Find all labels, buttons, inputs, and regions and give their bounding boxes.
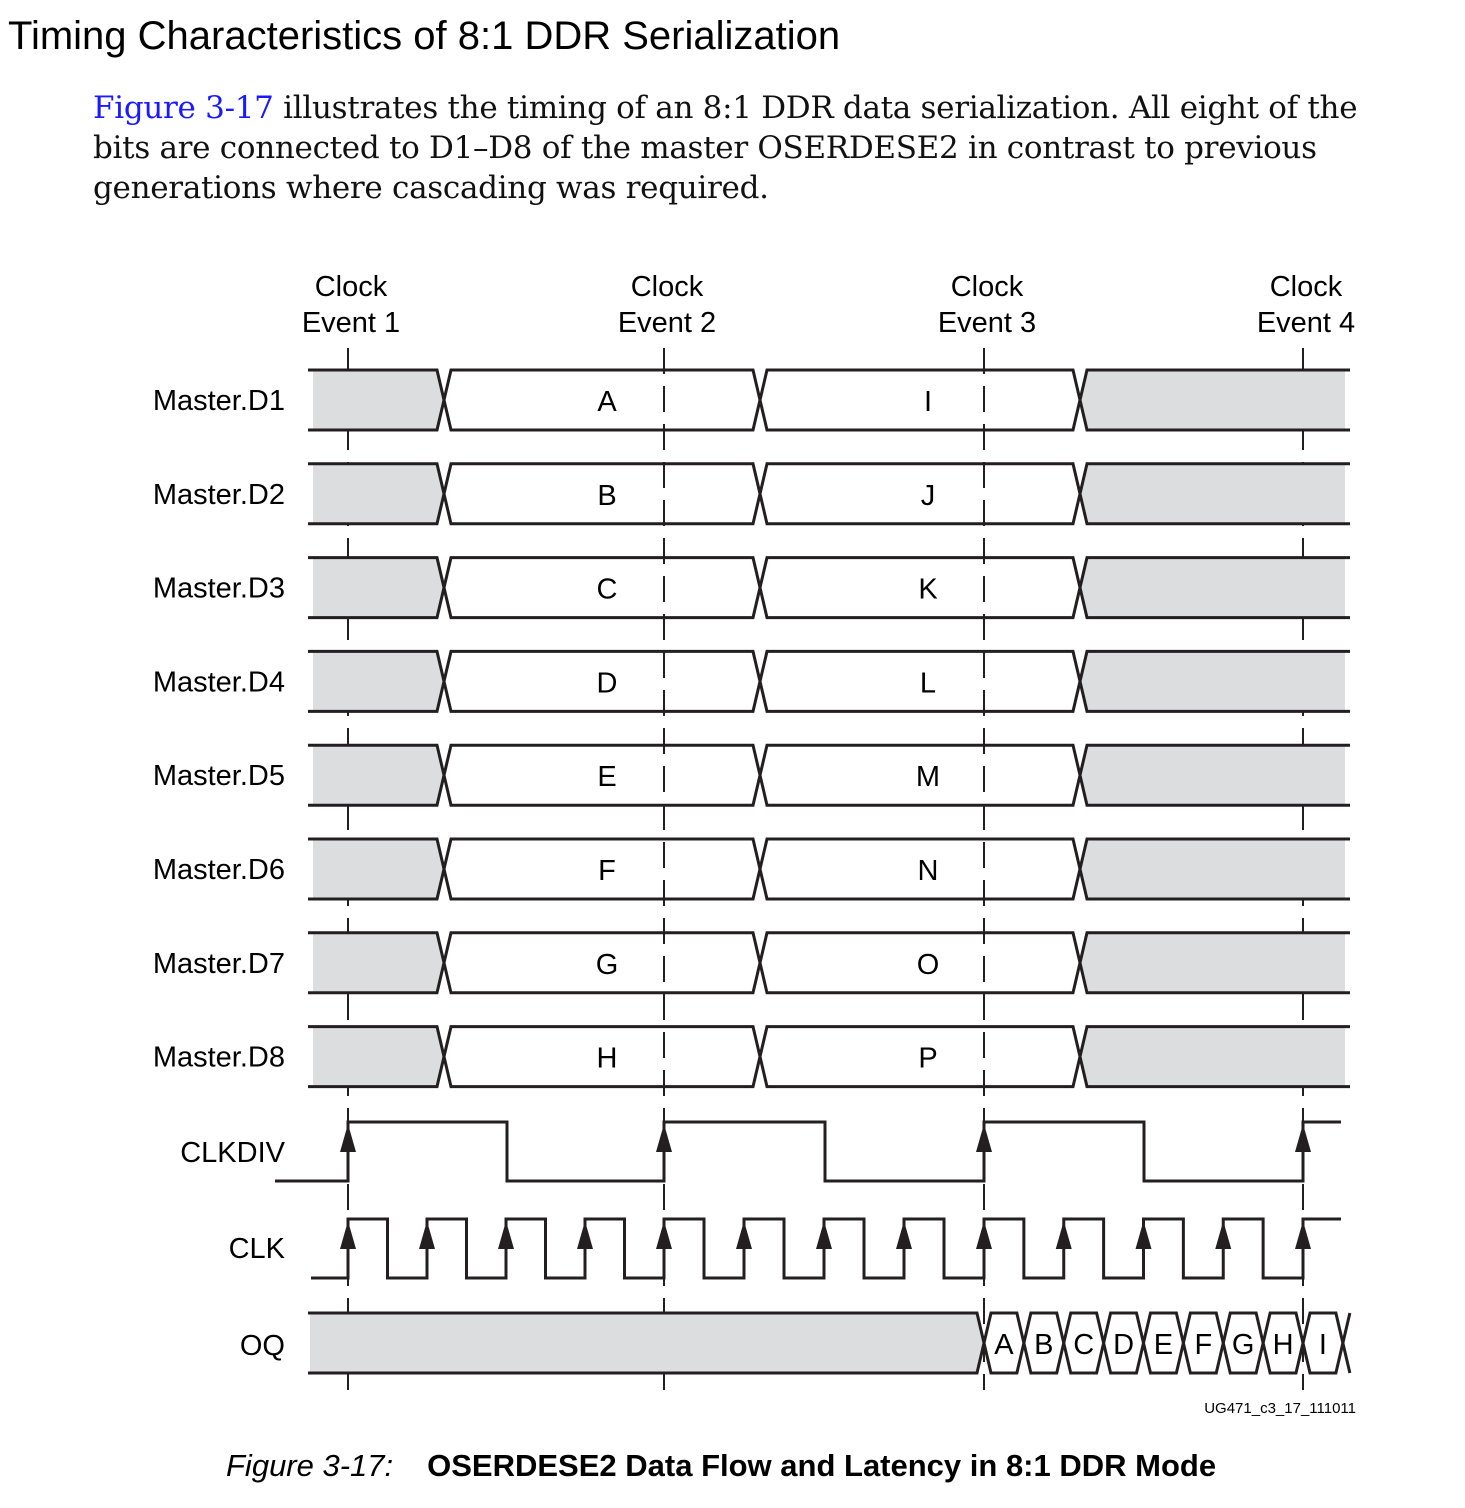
clock-event-label: Event 2 [617,307,717,339]
data-value: L [919,667,937,700]
data-value: G [595,948,619,981]
figure-caption [226,1448,1216,1484]
clock-event-label: Event 3 [937,307,1037,339]
row-label: Master.D8 [152,1041,285,1074]
rising-edge-arrow-icon [896,1221,912,1249]
oq-label: OQ [239,1330,285,1362]
data-value: N [917,855,939,887]
oq-bit-value: B [1034,1329,1054,1361]
data-value: A [597,386,617,418]
oq-bit-value: G [1231,1329,1255,1361]
rising-edge-arrow-icon [1215,1221,1231,1249]
rising-edge-arrow-icon [419,1221,435,1249]
rising-edge-arrow-icon [1295,1124,1311,1152]
clock-event-label: Clock [1269,271,1343,303]
oq-bit-value: A [994,1329,1014,1361]
row-label: Master.D3 [152,572,285,605]
rising-edge-arrow-icon [340,1124,356,1152]
undefined-region [313,839,444,899]
undefined-region [313,1027,444,1087]
data-value: C [596,573,618,606]
rising-edge-arrow-icon [736,1221,752,1249]
undefined-region [310,1313,984,1373]
undefined-region [1080,558,1345,618]
undefined-region [313,651,444,711]
undefined-region [1080,464,1345,524]
rising-edge-arrow-icon [656,1124,672,1152]
clk-label: CLK [228,1233,285,1265]
oq-bit-value: H [1272,1329,1294,1361]
rising-edge-arrow-icon [498,1221,514,1249]
row-label: Master.D5 [152,760,285,793]
row-label: Master.D6 [152,854,285,886]
undefined-region [1080,745,1345,805]
figure-id: UG471_c3_17_111011 [1204,1400,1356,1417]
rising-edge-arrow-icon [1056,1221,1072,1249]
clock-event-label: Event 1 [301,307,401,339]
clkdiv-waveform [275,1122,1341,1181]
rising-edge-arrow-icon [656,1221,672,1249]
data-value: K [918,573,938,606]
oq-bit-value: D [1113,1329,1135,1361]
data-value: I [923,386,933,418]
undefined-region [1080,1027,1345,1087]
data-value: D [596,667,618,700]
undefined-region [313,558,444,618]
data-value: H [596,1042,618,1075]
clock-event-label: Clock [314,271,388,303]
clock-event-label: Clock [630,271,704,303]
rising-edge-arrow-icon [816,1221,832,1249]
undefined-region [313,464,444,524]
rising-edge-arrow-icon [577,1221,593,1249]
undefined-region [313,933,444,993]
rising-edge-arrow-icon [976,1221,992,1249]
undefined-region [1080,839,1345,899]
row-label: Master.D7 [152,947,285,980]
paragraph-text: illustrates the timing of an 8:1 DDR data serialization. All eight of the bits are connected to D1–D8 of the master OSERDESE2 in contrast to previous generations where cascading was required. [93,90,1358,206]
oq-bit-value: I [1318,1329,1327,1361]
section-title: Timing Characteristics of 8:1 DDR Serialization [8,14,841,58]
rising-edge-arrow-icon [976,1124,992,1152]
oq-bit-value: C [1073,1329,1095,1361]
figure-link[interactable]: Figure 3-17 [93,90,274,126]
data-value: J [920,479,936,512]
data-value: M [915,761,941,794]
rising-edge-arrow-icon [340,1221,356,1249]
oq-bit-value: F [1194,1329,1213,1361]
undefined-region [1080,933,1345,993]
data-value: O [916,948,940,981]
clock-event-label: Event 4 [1256,307,1356,339]
clkdiv-label: CLKDIV [180,1137,285,1169]
undefined-region [313,745,444,805]
data-value: B [597,479,617,512]
caption-text: OSERDESE2 Data Flow and Latency in 8:1 DDR Mode [427,1448,1217,1483]
caption-number: Figure 3-17: [226,1448,394,1483]
rising-edge-arrow-icon [1295,1221,1311,1249]
row-label: Master.D2 [152,478,285,511]
clock-event-label: Clock [950,271,1024,303]
undefined-region [1080,651,1345,711]
row-label: Master.D4 [152,666,285,699]
data-value: F [598,855,616,887]
undefined-region [313,370,444,430]
data-value: P [918,1042,938,1075]
oq-bit-value: E [1153,1329,1174,1361]
row-label: Master.D1 [152,385,285,417]
data-value: E [597,761,617,794]
undefined-region [1080,370,1345,430]
rising-edge-arrow-icon [1136,1221,1152,1249]
